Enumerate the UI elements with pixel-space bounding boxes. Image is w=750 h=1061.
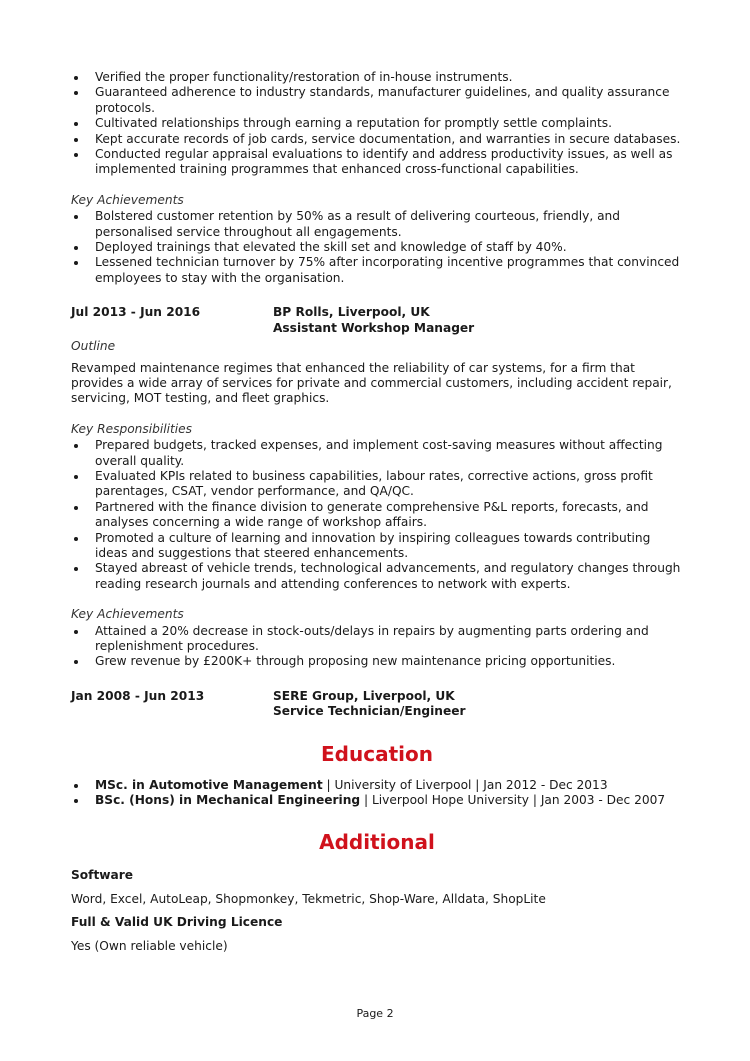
list-item: Guaranteed adherence to industry standards, manufacturer guidelines, and quality assurance protocols. [71, 85, 683, 116]
bullet-icon [74, 567, 78, 571]
bullet-icon [74, 660, 78, 664]
degree-name: BSc. (Hons) in Mechanical Engineering [95, 793, 361, 808]
bullet-icon [74, 444, 78, 448]
list-item: Deployed trainings that elevated the skill set and knowledge of staff by 40%. [71, 240, 683, 255]
bullet-icon [74, 153, 78, 157]
job2-org [273, 305, 683, 336]
bullet-icon [74, 91, 78, 95]
list-item: Lessened technician turnover by 75% after incorporating incentive programmes that convinced employees to stay with the organisation. [71, 255, 683, 286]
list-item [71, 793, 683, 808]
list-item: Partnered with the finance division to generate comprehensive P&L reports, forecasts, and analyses concerning a wide range of workshop affairs. [71, 500, 683, 531]
bullet-icon [74, 122, 78, 126]
job3-title: Service Technician/Engineer [273, 704, 466, 719]
job2-outline-text: Revamped maintenance regimes that enhanced the reliability of car systems, for a firm that provides a wide array of services for private and commercial customers, including accident repair, servicing, MOT testing, and fleet graphics. [71, 360, 672, 406]
degree-details: | University of Liverpool | Jan 2012 - Dec 2013 [322, 777, 608, 792]
degree-details: | Liverpool Hope University | Jan 2003 - Dec 2007 [360, 793, 666, 808]
list-item: Grew revenue by £200K+ through proposing new maintenance pricing opportunities. [71, 654, 683, 669]
job3-dates: Jan 2008 - Jun 2013 [71, 688, 205, 703]
list-item: Attained a 20% decrease in stock-outs/delays in repairs by augmenting parts ordering and replenishment procedures. [71, 624, 683, 655]
education-list [71, 778, 683, 809]
job2-header [71, 305, 683, 336]
job1-achievements-heading: Key Achievements [71, 192, 184, 207]
list-item: Evaluated KPIs related to business capabilities, labour rates, corrective actions, gross profit parentages, CSAT, vendor performance, and QA/QC. [71, 469, 683, 500]
list-item: Cultivated relationships through earning a reputation for promptly settle complaints. [71, 116, 683, 131]
degree-name: MSc. in Automotive Management [95, 777, 323, 792]
list-item: Conducted regular appraisal evaluations to identify and address productivity issues, as well as implemented training programmes that enhanced cross-functional capabilities. [71, 147, 683, 178]
job2-title: Assistant Workshop Manager [273, 320, 475, 335]
bullet-icon [74, 246, 78, 250]
bullet-icon [74, 76, 78, 80]
job2-outline-heading: Outline [71, 339, 116, 354]
list-item: Prepared budgets, tracked expenses, and implement cost-saving measures without affecting overall quality. [71, 438, 683, 469]
bullet-icon [74, 537, 78, 541]
page-number: Page 2 [356, 1007, 394, 1020]
job2-company: BP Rolls, Liverpool, UK [273, 305, 430, 320]
bullet-icon [74, 784, 78, 788]
job2-achievements-list [71, 624, 683, 670]
list-item: Stayed abreast of vehicle trends, technological advancements, and regulatory changes through reading research journals and attending conferences to network with experts. [71, 561, 683, 592]
additional-heading: Additional [319, 830, 435, 855]
list-item: Verified the proper functionality/restoration of in-house instruments. [71, 70, 683, 85]
job3-header [71, 689, 683, 720]
licence-value: Yes (Own reliable vehicle) [71, 938, 228, 953]
bullet-icon [74, 799, 78, 803]
list-item: Kept accurate records of job cards, service documentation, and warranties in secure databases. [71, 132, 683, 147]
licence-label: Full & Valid UK Driving Licence [71, 915, 283, 930]
job2-achievements-heading: Key Achievements [71, 607, 184, 622]
job2-responsibilities-heading: Key Responsibilities [71, 421, 193, 436]
bullet-icon [74, 215, 78, 219]
resume-page-2 [71, 70, 683, 954]
job2-responsibilities-list [71, 438, 683, 592]
job1-responsibilities-list [71, 70, 683, 178]
job3-org [273, 689, 683, 720]
job1-achievements-list [71, 209, 683, 286]
list-item [71, 778, 683, 793]
list-item: Promoted a culture of learning and innovation by inspiring colleagues towards contributing ideas and suggestions that steered enhancements. [71, 531, 683, 562]
bullet-icon [74, 261, 78, 265]
bullet-icon [74, 475, 78, 479]
job2-dates: Jul 2013 - Jun 2016 [71, 305, 201, 320]
education-heading: Education [321, 741, 433, 766]
bullet-icon [74, 506, 78, 510]
list-item: Bolstered customer retention by 50% as a result of delivering courteous, friendly, and personalised service throughout all engagements. [71, 209, 683, 240]
bullet-icon [74, 138, 78, 142]
software-label: Software [71, 868, 134, 883]
software-value: Word, Excel, AutoLeap, Shopmonkey, Tekmetric, Shop-Ware, Alldata, ShopLite [71, 891, 546, 906]
job3-company: SERE Group, Liverpool, UK [273, 688, 455, 703]
bullet-icon [74, 630, 78, 634]
